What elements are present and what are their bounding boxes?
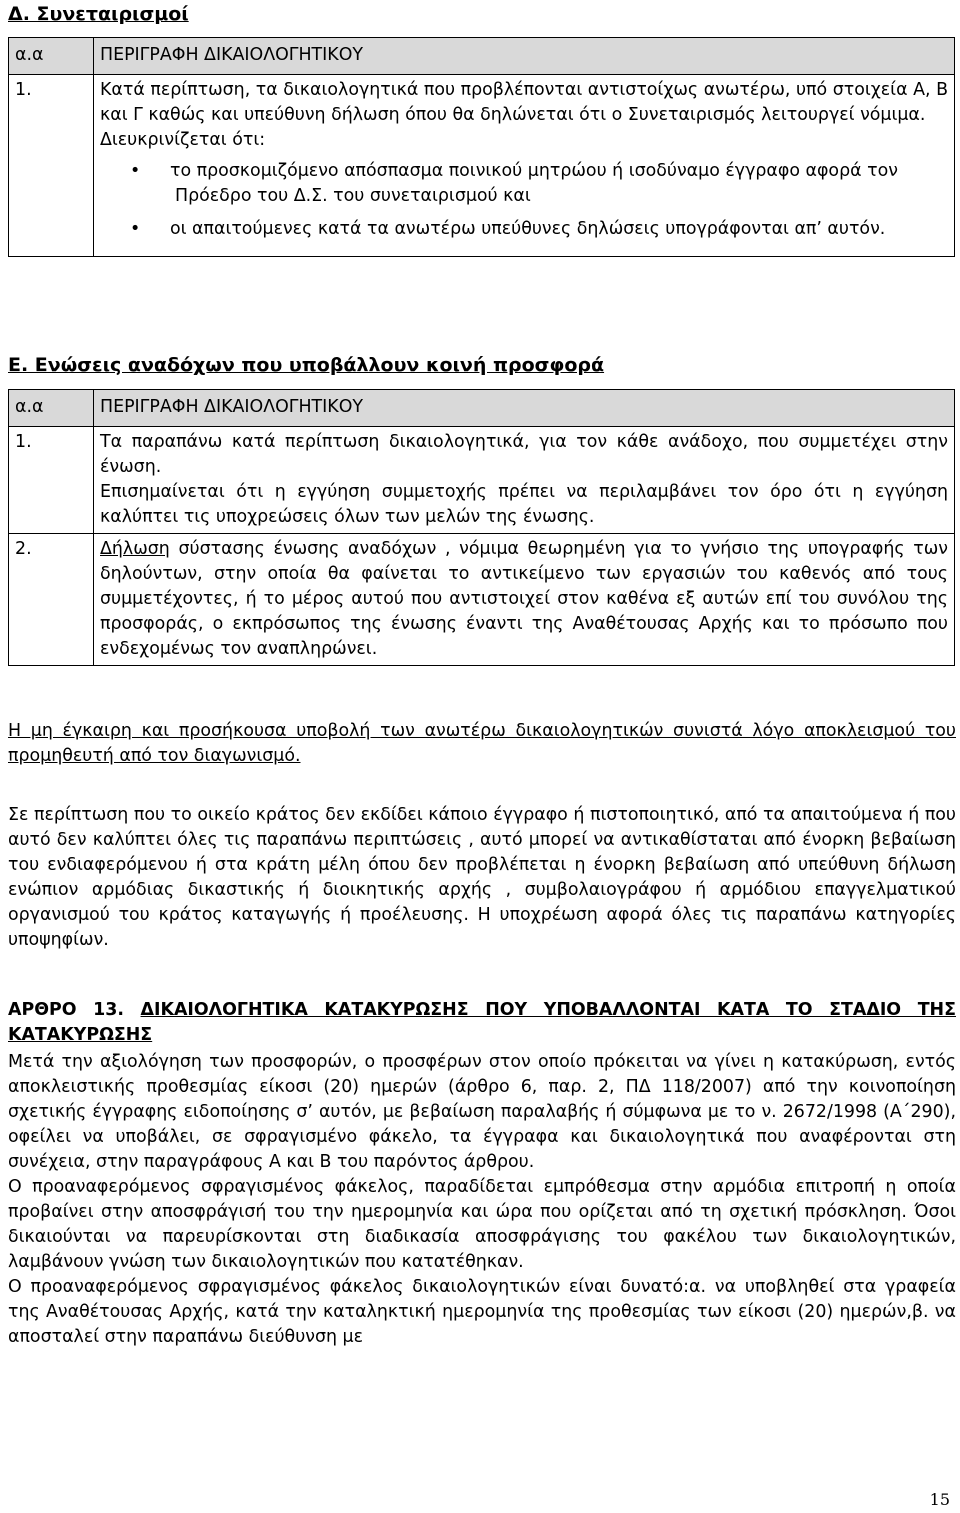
header-description: ΠΕΡΙΓΡΑΦΗ ΔΙΚΑΙΟΛΟΓΗΤΙΚΟΥ [94, 390, 955, 427]
article-prefix: ΑΡΘΡΟ 13. [8, 1000, 141, 1020]
article-body [8, 1050, 956, 1350]
table-row [9, 75, 955, 257]
section-e-table [8, 389, 955, 666]
article-paragraph: Ο προαναφερόμενος σφραγισμένος φάκελος, παραδίδεται εμπρόθεσμα στην αρμόδια επιτροπή η οποία προβαίνει στην αποσφράγισή του την ημερομηνία και ώρα που ορίζεται από τη σχετική πρόσκληση. Όσοι δικαιούνται να παρευρίσκονται στη διαδικασία αποσφράγισης του φακέλου των δικαιολογητικών, λαμβάνουν γνώση των δικαιολογητικών που κατατέθηκαν. [8, 1177, 956, 1272]
table-row [9, 534, 955, 666]
table-row [9, 427, 955, 534]
row-number: 1. [9, 75, 94, 257]
clarify-label: Διευκρινίζεται ότι: [100, 130, 266, 150]
list-item [100, 217, 948, 242]
article-title: ΔΙΚΑΙΟΛΟΓΗΤΙΚΑ ΚΑΤΑΚΥΡΩΣΗΣ ΠΟΥ ΥΠΟΒΑΛΛΟΝΤΑΙ ΚΑΤΑ ΤΟ ΣΤΑΔΙΟ ΤΗΣ ΚΑΤΑΚΥΡΩΣΗΣ [8, 1000, 956, 1045]
table-header-row [9, 390, 955, 427]
header-number: α.α [9, 38, 94, 75]
page-number: 15 [929, 1490, 950, 1509]
row-description [94, 75, 955, 257]
article-heading [8, 998, 956, 1048]
row-note: Επισημαίνεται ότι η εγγύηση συμμετοχής πρέπει να περιλαμβάνει τον όρο ότι η εγγύηση καλύπτει τις υποχρεώσεις όλων των μελών της ένωσης. [100, 482, 948, 527]
table-header-row [9, 38, 955, 75]
list-item [100, 159, 948, 209]
country-paragraph: Σε περίπτωση που το οικείο κράτος δεν εκδίδει κάποιο έγγραφο ή πιστοποιητικό, από τα απαιτούμενα ή που αυτό δεν καλύπτει όλες τις παραπάνω περιπτώσεις , αυτό μπορεί να αντικαθίσταται από ένορκη βεβαίωση του ενδιαφερόμενου ή στα κράτη μέλη όπου δεν προβλέπεται η ένορκη βεβαίωση από υπεύθυνη δήλωση ενώπιον αρμόδιας δικαστικής ή διοικητικής αρχής , συμβολαιογράφου ή αρμόδιου επαγγελματικού οργανισμού του κράτος καταγωγής ή προέλευσης. Η υποχρέωση αφορά όλες τις παραπάνω κατηγορίες υποψηφίων. [8, 805, 956, 950]
list-item-text: οι απαιτούμενες κατά τα ανωτέρω υπεύθυνες δηλώσεις υπογράφονται απ’ αυτόν. [170, 219, 886, 239]
bullet-icon: • [130, 161, 141, 181]
row-number: 2. [9, 534, 94, 666]
row-number: 1. [9, 427, 94, 534]
row-text: σύστασης ένωσης αναδόχων , νόμιμα θεωρημένη για το γνήσιο της υπογραφής των δηλούντων, στην οποία θα φαίνεται το αντικείμενο των εργασιών του καθενός από τους συμμετέχοντες, ή το μέρος αυτού που αντιστοιχεί στον καθένα εξ αυτών επί του συνόλου της προσφοράς, ο εκπρόσωπος της ένωσης έναντι της Αναθέτουσας Αρχής και το πρόσωπο που ενδεχομένως τον αναπληρώνει. [100, 539, 948, 659]
article-paragraph: Ο προαναφερόμενος σφραγισμένος φάκελος δικαιολογητικών είναι δυνατό:α. να υποβληθεί στα γραφεία της Αναθέτουσας Αρχής, κατά την καταληκτική ημερομηνία της προθεσμίας των είκοσι (20) ημερών,β. να αποσταλεί στην παραπάνω διεύθυνση με [8, 1277, 956, 1347]
row-description [94, 427, 955, 534]
exclusion-note: Η μη έγκαιρη και προσήκουσα υποβολή των ανωτέρω δικαιολογητικών συνιστά λόγο αποκλεισμού του προμηθευτή από τον διαγωνισμό. [8, 721, 956, 766]
article-paragraph: Μετά την αξιολόγηση των προσφορών, ο προσφέρων στον οποίο πρόκειται να γίνει η κατακύρωση, εντός αποκλειστικής προθεσμίας είκοσι (20) ημερών (άρθρο 6, παρ. 2, ΠΔ 118/2007) από την κοινοποίηση σχετικής έγγραφης ειδοποίησης σ’ αυτόν, με βεβαίωση παραλαβής ή σύμφωνα με το ν. 2672/1998 (Α΄290), οφείλει να υποβάλει, σε σφραγισμένο φάκελο, τα έγγραφα και δικαιολογητικά που αναφέρονται στη συνέχεια, στην παραγράφους Α και Β του παρόντος άρθρου. [8, 1052, 956, 1172]
header-number: α.α [9, 390, 94, 427]
bullet-icon: • [130, 219, 141, 239]
section-e-title: Ε. Ενώσεις αναδόχων που υποβάλλουν κοινή προσφορά [8, 354, 605, 376]
row-text: Τα παραπάνω κατά περίπτωση δικαιολογητικά, για τον κάθε ανάδοχο, που συμμετέχει στην ένωση. [100, 432, 948, 477]
row-text: Κατά περίπτωση, τα δικαιολογητικά που προβλέπονται αντιστοίχως ανωτέρω, υπό στοιχεία Α, Β και Γ καθώς και υπεύθυνη δήλωση όπου θα δηλώνεται ότι ο Συνεταιρισμός λειτουργεί νόμιμα. [100, 80, 948, 125]
clarify-list [100, 159, 948, 242]
row-description [94, 534, 955, 666]
section-d-table [8, 37, 955, 257]
list-item-text: το προσκομιζόμενο απόσπασμα ποινικού μητρώου ή ισοδύναμο έγγραφο αφορά τον Πρόεδρο του Δ.Σ. του συνεταιρισμού και [170, 161, 898, 206]
row-text-underlined: Δήλωση [100, 539, 170, 559]
section-d-title: Δ. Συνεταιρισμοί [8, 3, 189, 25]
header-description: ΠΕΡΙΓΡΑΦΗ ΔΙΚΑΙΟΛΟΓΗΤΙΚΟΥ [94, 38, 955, 75]
